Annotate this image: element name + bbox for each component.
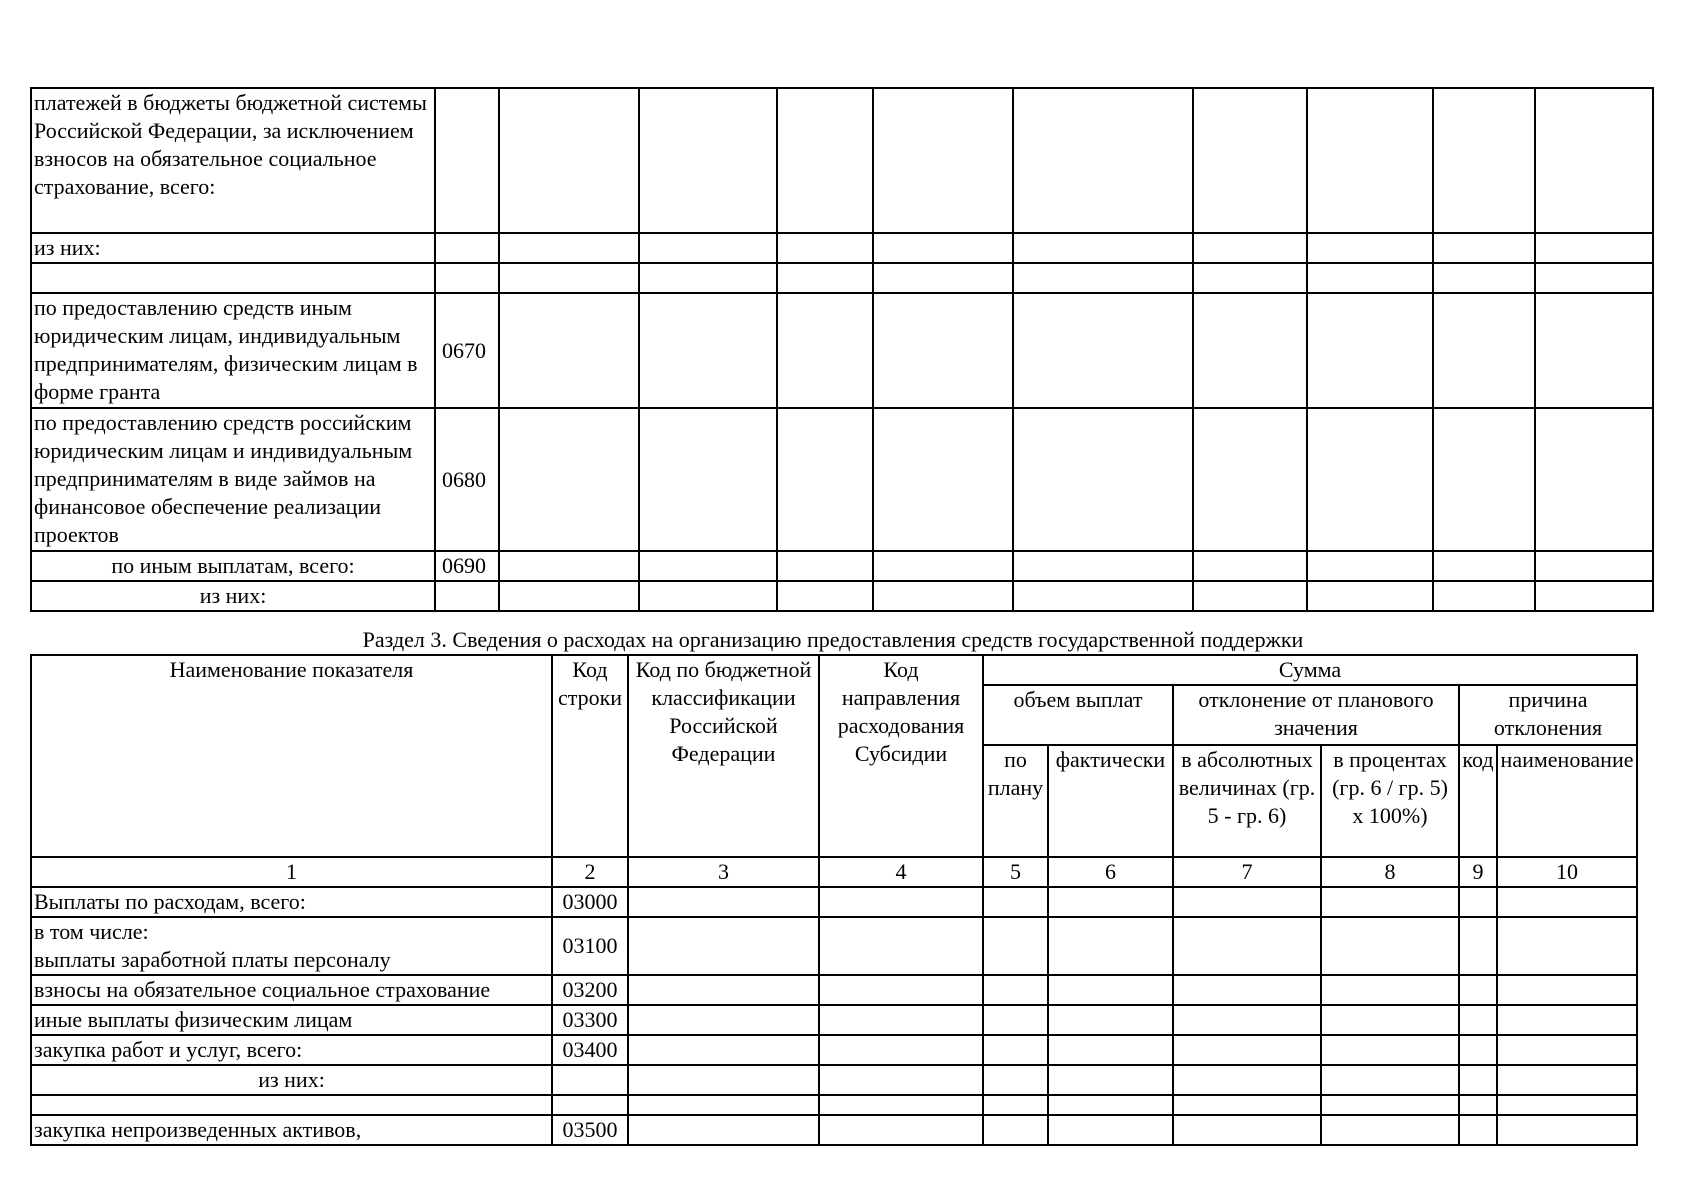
table-row	[31, 551, 1653, 581]
header-row	[31, 655, 1637, 685]
row-label: закупка непроизведенных активов,	[31, 1115, 552, 1145]
table-row	[31, 293, 1653, 408]
row-code	[552, 1065, 628, 1095]
row-label: по предоставлению средств иным юридическим лицам, индивидуальным предпринимателям, физическим лицам в форме гранта	[31, 293, 435, 408]
column-number: 10	[1497, 857, 1637, 887]
table-row	[31, 1065, 1637, 1095]
column-number: 2	[552, 857, 628, 887]
table-row	[31, 1095, 1637, 1115]
table-row	[31, 408, 1653, 551]
row-code	[552, 1095, 628, 1115]
column-number: 5	[983, 857, 1048, 887]
header-sum: Сумма	[983, 655, 1637, 685]
row-label: из них:	[31, 581, 435, 611]
column-number: 9	[1459, 857, 1497, 887]
row-code: 03500	[552, 1115, 628, 1145]
row-code: 0680	[435, 408, 499, 551]
header-payments-volume: объем выплат	[983, 685, 1173, 745]
row-code: 0670	[435, 293, 499, 408]
header-absolute: в абсолютных величинах (гр. 5 - гр. 6)	[1173, 745, 1321, 857]
row-label	[31, 263, 435, 293]
row-code: 03000	[552, 887, 628, 917]
header-direction-code: Код направления расходования Субсидии	[819, 655, 983, 857]
column-number: 7	[1173, 857, 1321, 887]
table-row	[31, 1115, 1637, 1145]
row-label: по предоставлению средств российским юридическим лицам и индивидуальным предпринимателям в виде займов на финансовое обеспечение реализации проектов	[31, 408, 435, 551]
table-row	[31, 887, 1637, 917]
row-label-line: выплаты заработной платы персоналу	[34, 947, 391, 972]
row-label: взносы на обязательное социальное страхование	[31, 975, 552, 1005]
column-number: 6	[1048, 857, 1173, 887]
table-row	[31, 233, 1653, 263]
row-code: 03200	[552, 975, 628, 1005]
expenses-table	[30, 654, 1638, 1146]
row-label: Выплаты по расходам, всего:	[31, 887, 552, 917]
row-label: по иным выплатам, всего:	[31, 551, 435, 581]
row-label: из них:	[31, 233, 435, 263]
row-label	[31, 917, 552, 975]
header-row-code: Код строки	[552, 655, 628, 857]
header-name: Наименование показателя	[31, 655, 552, 857]
row-code	[435, 581, 499, 611]
table-row	[31, 263, 1653, 293]
row-code	[435, 263, 499, 293]
column-number: 1	[31, 857, 552, 887]
table-row	[31, 581, 1653, 611]
table-row	[31, 975, 1637, 1005]
row-code: 0690	[435, 551, 499, 581]
table-continuation	[30, 87, 1654, 612]
column-number: 4	[819, 857, 983, 887]
row-code	[435, 233, 499, 263]
header-actual: фактически	[1048, 745, 1173, 857]
row-label: из них:	[31, 1065, 552, 1095]
header-budget-code: Код по бюджетной классификации Российской Федерации	[628, 655, 819, 857]
header-by-plan: по плану	[983, 745, 1048, 857]
column-number: 3	[628, 857, 819, 887]
table-row	[31, 88, 1653, 233]
header-code: код	[1459, 745, 1497, 857]
header-reason: причина отклонения	[1459, 685, 1637, 745]
row-label: платежей в бюджеты бюджетной системы Российской Федерации, за исключением взносов на обязательное социальное страхование, всего:	[31, 88, 435, 233]
row-code: 03400	[552, 1035, 628, 1065]
column-numbers-row	[31, 857, 1637, 887]
section-title: Раздел 3. Сведения о расходах на организацию предоставления средств государственной поддержки	[362, 627, 1304, 652]
table-row	[31, 1005, 1637, 1035]
table-row	[31, 917, 1637, 975]
row-code: 03100	[552, 917, 628, 975]
row-label	[31, 1095, 552, 1115]
header-percent: в процентах (гр. 6 / гр. 5) х 100%)	[1321, 745, 1459, 857]
header-reason-name: наименование	[1497, 745, 1637, 857]
row-code	[435, 88, 499, 233]
column-number: 8	[1321, 857, 1459, 887]
row-code: 03300	[552, 1005, 628, 1035]
row-label: иные выплаты физическим лицам	[31, 1005, 552, 1035]
header-deviation: отклонение от планового значения	[1173, 685, 1459, 745]
table-row	[31, 1035, 1637, 1065]
row-label: закупка работ и услуг, всего:	[31, 1035, 552, 1065]
row-label-line: в том числе:	[34, 919, 149, 944]
